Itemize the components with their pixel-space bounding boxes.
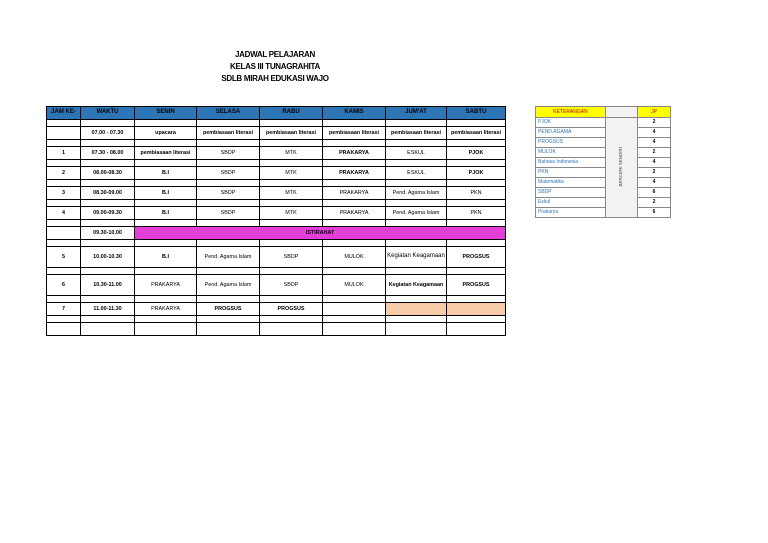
legend-row: [536, 208, 671, 218]
cell-waktu: 10.30-11.00: [81, 275, 135, 296]
cell-selasa: pembiasaan literasi: [197, 127, 260, 140]
cell-selasa: SBDP: [197, 207, 260, 220]
header-jumat: JUM'AT: [386, 107, 447, 120]
cell-jam: 3: [47, 187, 81, 200]
cell-sabtu: PROGSUS: [447, 247, 506, 268]
spacer-row: [47, 220, 506, 227]
cell-selasa: Pend. Agama Islam: [197, 247, 260, 268]
legend-header-row: [536, 107, 671, 118]
cell-jumat: Pend. Agama Islam: [386, 207, 447, 220]
cell-sabtu: PJOK: [447, 167, 506, 180]
cell-senin: B.I: [135, 187, 197, 200]
cell-senin: B.I: [135, 247, 197, 268]
cell-senin: upacara: [135, 127, 197, 140]
cell-sabtu: PROGSUS: [447, 275, 506, 296]
header-rabu: RABU: [260, 107, 323, 120]
cell-sabtu: PJOK: [447, 147, 506, 160]
cell-waktu: 09.30-10.00: [81, 227, 135, 240]
table-row: [47, 303, 506, 316]
legend-item-name: Matematika: [536, 178, 606, 188]
cell-waktu: 10.00-10.30: [81, 247, 135, 268]
spacer-row: [47, 268, 506, 275]
cell-rabu: pembiasaan literasi: [260, 127, 323, 140]
cell-senin: pembiasaan literasi: [135, 147, 197, 160]
cell-senin: PRAKARYA: [135, 275, 197, 296]
spacer-row: [47, 160, 506, 167]
cell-kamis: PRAKARYA: [323, 167, 386, 180]
cell-kamis: PRAKARYA: [323, 147, 386, 160]
cell-rabu: PROGSUS: [260, 303, 323, 316]
legend-item-jp: 4: [638, 178, 671, 188]
table-row: [47, 187, 506, 200]
spacer-row: [47, 140, 506, 147]
spacer-row: [47, 180, 506, 187]
cell-kamis: MULOK: [323, 247, 386, 268]
cell-jam: 5: [47, 247, 81, 268]
table-row: [47, 207, 506, 220]
title-line-2: KELAS III TUNAGRAHITA: [230, 62, 320, 71]
cell-senin: B.I: [135, 167, 197, 180]
legend-item-name: Bahasa Indonesia: [536, 158, 606, 168]
header-selasa: SELASA: [197, 107, 260, 120]
spacer-row: [47, 296, 506, 303]
cell-waktu: 08.00-08.30: [81, 167, 135, 180]
cell-kamis: PRAKARYA: [323, 187, 386, 200]
legend-item-name: Eskul: [536, 198, 606, 208]
legend-row: [536, 198, 671, 208]
legend-item-name: PKN: [536, 168, 606, 178]
cell-rabu: MTK: [260, 187, 323, 200]
istirahat-row: [47, 227, 506, 240]
header-waktu: WAKTU: [81, 107, 135, 120]
cell-kamis: MULOK: [323, 275, 386, 296]
cell-rabu: MTK: [260, 147, 323, 160]
table-row: [47, 147, 506, 160]
cell-jumat: Pend. Agama Islam: [386, 187, 447, 200]
title-line-1: JADWAL PELAJARAN: [235, 50, 315, 59]
spacer-row: [47, 200, 506, 207]
cell-selasa: Pend. Agama Islam: [197, 275, 260, 296]
header-sabtu: SABTU: [447, 107, 506, 120]
legend-table: [535, 106, 671, 218]
cell-sabtu: pembiasaan literasi: [447, 127, 506, 140]
cell-jumat: [386, 303, 447, 316]
cell-waktu: 07.00 - 07.30: [81, 127, 135, 140]
cell-senin: PRAKARYA: [135, 303, 197, 316]
cell-kamis: PRAKARYA: [323, 207, 386, 220]
legend-row: [536, 128, 671, 138]
table-row: [47, 167, 506, 180]
cell-waktu: 09.00-09.30: [81, 207, 135, 220]
cell-jam: 1: [47, 147, 81, 160]
legend-row: [536, 178, 671, 188]
legend-item-jp: 2: [638, 168, 671, 178]
legend-item-jp: 6: [638, 208, 671, 218]
legend-header-jp: JP: [638, 107, 671, 118]
cell-jam: 2: [47, 167, 81, 180]
schedule-table: [46, 106, 506, 336]
cell-jam: 6: [47, 275, 81, 296]
cell-selasa: SBDP: [197, 167, 260, 180]
legend-item-jp: 4: [638, 138, 671, 148]
cell-waktu: 08.30-09.00: [81, 187, 135, 200]
cell-rabu: MTK: [260, 207, 323, 220]
cell-sabtu: PKN: [447, 207, 506, 220]
cell-kamis: [323, 303, 386, 316]
cell-sabtu: [447, 303, 506, 316]
legend-item-name: PROGSUS: [536, 138, 606, 148]
header-senin: SENIN: [135, 107, 197, 120]
legend-item-name: SBDP: [536, 188, 606, 198]
spacer-row: [47, 120, 506, 127]
cell-jam: 4: [47, 207, 81, 220]
legend-row: [536, 158, 671, 168]
cell-jumat: ESKUL: [386, 147, 447, 160]
legend-row: [536, 118, 671, 128]
legend-side-label-cell: [606, 118, 638, 218]
table-row: [47, 127, 506, 140]
table-row: [47, 247, 506, 268]
istirahat-band: ISTIRAHAT: [135, 227, 506, 240]
spacer-row: [47, 240, 506, 247]
legend-row: [536, 138, 671, 148]
cell-waktu: 07.30 - 08.00: [81, 147, 135, 160]
legend-side-label: BERCERI SENDIRI: [618, 146, 624, 187]
legend-row: [536, 168, 671, 178]
legend-row: [536, 148, 671, 158]
cell-selasa: PROGSUS: [197, 303, 260, 316]
cell-rabu: MTK: [260, 167, 323, 180]
legend-item-jp: 2: [638, 148, 671, 158]
empty-row: [47, 323, 506, 336]
legend-item-name: MULOK: [536, 148, 606, 158]
spacer-row: [47, 316, 506, 323]
cell-jumat: Kegiatan Keagamaan: [386, 247, 447, 268]
cell-jumat: pembiasaan literasi: [386, 127, 447, 140]
cell-jam: 7: [47, 303, 81, 316]
title-line-3: SDLB MIRAH EDUKASI WAJO: [221, 74, 329, 83]
cell-senin: B.I: [135, 207, 197, 220]
header-kamis: KAMIS: [323, 107, 386, 120]
cell-selasa: SBDP: [197, 147, 260, 160]
cell-jumat: ESKUL: [386, 167, 447, 180]
cell-jumat: Kegiatan Keagamaan: [386, 275, 447, 296]
legend-item-name: PJOK: [536, 118, 606, 128]
legend-header-keterangan: KETERANGAN: [536, 107, 606, 118]
legend-item-jp: 2: [638, 198, 671, 208]
cell-rabu: SBDP: [260, 247, 323, 268]
legend-item-jp: 4: [638, 128, 671, 138]
cell-selasa: SBDP: [197, 187, 260, 200]
legend-item-jp: 4: [638, 158, 671, 168]
cell-sabtu: PKN: [447, 187, 506, 200]
legend-row: [536, 188, 671, 198]
cell-waktu: 11.00-11.30: [81, 303, 135, 316]
table-header-row: [47, 107, 506, 120]
table-row: [47, 275, 506, 296]
cell-rabu: SBDP: [260, 275, 323, 296]
legend-item-name: PEND.AGAMA: [536, 128, 606, 138]
legend-item-jp: 2: [638, 118, 671, 128]
legend-item-name: Prakarya: [536, 208, 606, 218]
header-jam: JAM KE-: [47, 107, 81, 120]
legend-item-jp: 6: [638, 188, 671, 198]
cell-kamis: pembiasaan literasi: [323, 127, 386, 140]
